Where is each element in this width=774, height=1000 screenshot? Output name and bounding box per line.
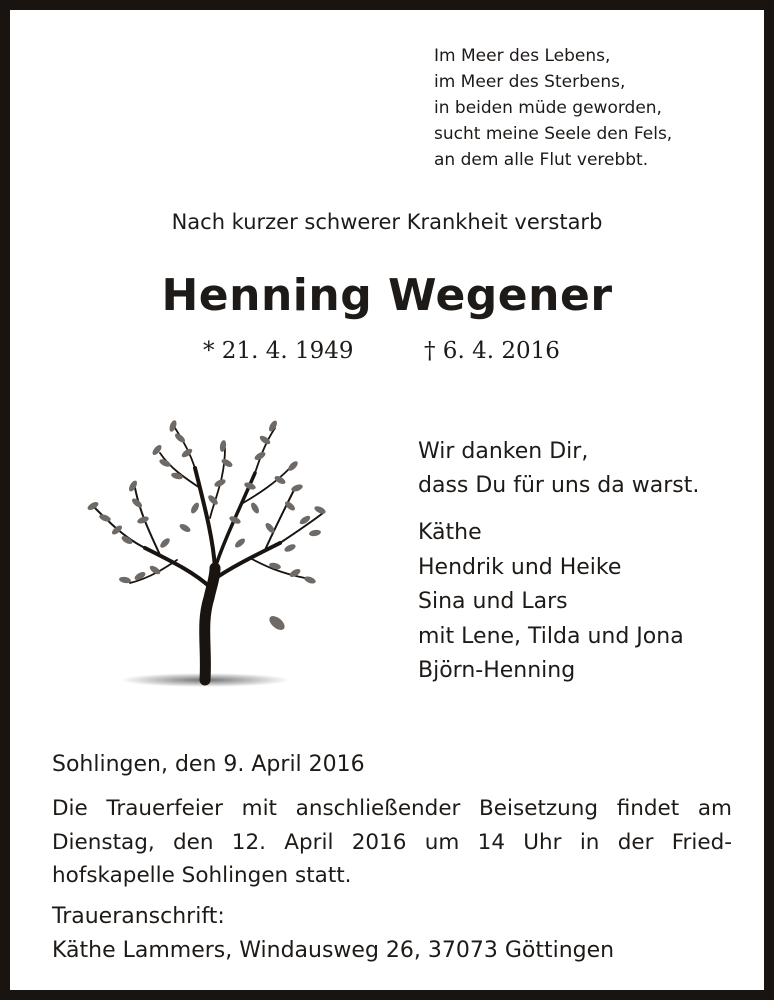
deceased-name: Henning Wegener [161,270,613,321]
tree-icon [65,408,335,693]
ceremony-line: Dienstag, den 12. April 2016 um 14 Uhr in der Fried- [52,829,732,855]
ceremony-line: hofskapelle Sohlingen statt. [52,863,352,888]
mourning-address [52,900,614,968]
death-date: † 6. 4. 2016 [424,338,560,364]
mourner-name: mit Lene, Tilda und Jona [418,623,684,649]
ceremony-line: Die Trauerfeier mit anschließender Beisetzung findet am [52,796,732,821]
intro-text: Nach kurzer schwerer Krankheit verstarb [171,210,603,234]
birth-date: * 21. 4. 1949 [203,338,354,364]
mourners-list [418,516,684,689]
address-label: Traueranschrift: [52,904,225,929]
poem-line: im Meer des Sterbens, [434,72,626,92]
poem-line: in beiden müde geworden, [434,98,662,118]
mourner-name: Sina und Lars [418,589,568,614]
thanks-line: dass Du für uns da warst. [418,473,700,498]
place-date: Sohlingen, den 9. April 2016 [52,752,365,777]
address-value: Käthe Lammers, Windausweg 26, 37073 Göttingen [52,938,615,963]
poem-line: an dem alle Flut verebbt. [434,150,649,170]
mourner-name: Käthe [418,520,482,545]
poem-line: sucht meine Seele den Fels, [434,124,673,144]
poem [434,43,672,173]
poem-line: Im Meer des Lebens, [434,46,611,66]
ceremony-info [52,792,732,893]
thanks-line: Wir danken Dir, [418,439,589,464]
thanks-text [418,435,699,503]
mourner-name: Björn-Henning [418,658,576,683]
mourner-name: Hendrik und Heike [418,554,622,580]
